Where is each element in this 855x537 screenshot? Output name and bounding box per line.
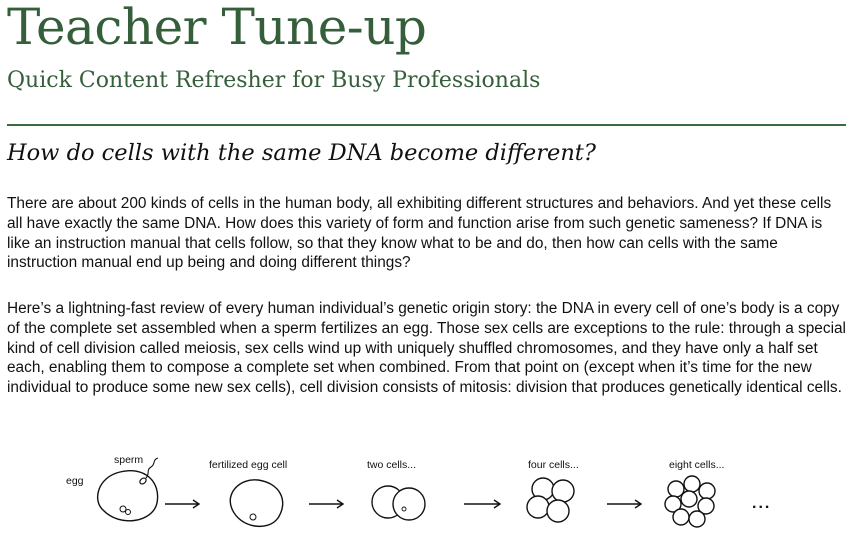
fertilized-egg-label: fertilized egg cell <box>209 459 288 471</box>
four-cells-label: four cells... <box>528 459 579 471</box>
two-cells-label: two cells... <box>367 459 417 471</box>
fertilized-egg-cell <box>230 480 282 527</box>
page-title: Teacher Tune-up <box>7 0 427 56</box>
arrow-1 <box>165 500 199 508</box>
egg-label: egg <box>66 475 84 487</box>
arrow-2 <box>309 500 343 508</box>
continuation-ellipsis: ... <box>752 495 772 512</box>
eight-cells <box>665 476 715 527</box>
two-cells <box>372 486 425 520</box>
eight-cells-label: eight cells... <box>669 459 725 471</box>
cell-division-diagram <box>0 440 855 537</box>
article-paragraph-2: Here’s a lightning-fast review of every human individual’s genetic origin story: the DNA in every cell of one’s body is a copy of the complete set assembled when a sperm fertilizes an egg. Those sex cells are exceptions to the rule: through a special kind of cell division called meiosis, sex cells wind up with uniquely shuffled chromosomes, and they have only a half set each, enabling them to compose a complete set when combined. From that point on (except when it’s time for the new individual to produce some new sex cells), cell division consists of mitosis: division that produces genetically identical cells. <box>7 300 846 397</box>
arrow-3 <box>464 500 500 508</box>
article-question: How do cells with the same DNA become different? <box>7 140 596 166</box>
article-paragraph-1: There are about 200 kinds of cells in the human body, all exhibiting different structures and behaviors. And yet these cells all have exactly the same DNA. How does this variety of form and function arise from such genetic sameness? If DNA is like an instruction manual that cells follow, so that they know what to be and do, then how can cells with the same instruction manual end up being and doing different things? <box>7 195 832 272</box>
header-divider <box>7 124 846 126</box>
sperm-label: sperm <box>114 454 144 466</box>
egg-cell <box>98 471 158 521</box>
page-subtitle: Quick Content Refresher for Busy Professionals <box>7 68 541 93</box>
arrow-4 <box>607 500 641 508</box>
four-cells <box>527 478 574 522</box>
